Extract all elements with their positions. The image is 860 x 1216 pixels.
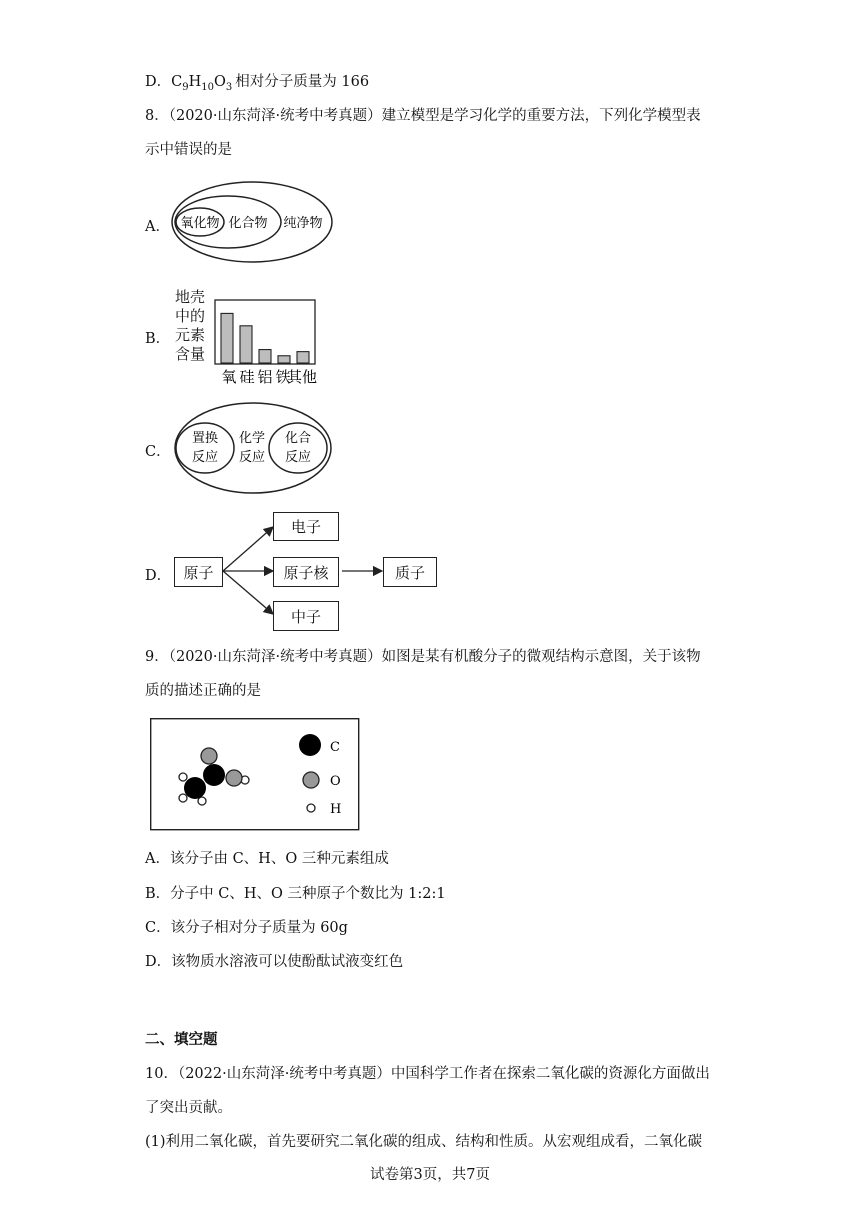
category-label: 铁 <box>275 368 291 386</box>
q8-option-c-label: C． <box>145 444 171 460</box>
category-label: 铝 <box>257 368 273 386</box>
page-footer: 试卷第3页，共7页 <box>370 1167 490 1183</box>
bar-1 <box>221 313 233 363</box>
b-ylabel <box>175 288 205 364</box>
legend-c: C <box>330 740 340 755</box>
legend-o-icon <box>303 772 319 788</box>
q10-part1: (1)利用二氧化碳，首先要研究二氧化碳的组成、结构和性质。从宏观组成看，二氧化碳 <box>145 1134 703 1150</box>
b-ylabel-4: 含量 <box>175 345 206 363</box>
box-nucleus: 原子核 <box>273 557 339 587</box>
q8-stem-line2: 示中错误的是 <box>145 142 232 158</box>
c-atom <box>184 777 206 799</box>
category-label: 其他 <box>286 368 318 386</box>
box-proton: 质子 <box>383 557 437 587</box>
h-atom <box>198 797 206 805</box>
c-left-line2: 反应 <box>191 450 219 465</box>
o-atom <box>226 770 242 786</box>
c-left-line1: 置换 <box>191 431 219 446</box>
legend-h-icon <box>307 804 315 812</box>
q9-option-a: A．该分子由 C、H、O 三种元素组成 <box>145 851 389 867</box>
box-atom: 原子 <box>174 557 223 587</box>
c-center-line2: 反应 <box>238 450 266 465</box>
q8-option-c-diagram <box>172 400 334 496</box>
q7-option-d: D．$C_9H_{10}O_3$ 相对分子质量为 166 <box>145 74 370 93</box>
category-label: 氧 <box>221 368 237 386</box>
b-ylabel-2: 中的 <box>175 307 206 325</box>
q9-stem-line2: 质的描述正确的是 <box>145 683 261 699</box>
a-outer-label: 纯净物 <box>283 216 323 231</box>
q9-option-d: D．该物质水溶液可以使酚酞试液变红色 <box>145 954 404 970</box>
q8-option-d-label: D． <box>145 568 172 584</box>
q8-option-b-label: B． <box>145 331 171 347</box>
c-right-line2: 反应 <box>284 450 312 465</box>
bar-2 <box>240 326 252 363</box>
q9-option-c: C．该分子相对分子质量为 60g <box>145 920 348 936</box>
q9-option-b: B．分子中 C、H、O 三种原子个数比为 1:2:1 <box>145 886 446 902</box>
c-atom <box>203 764 225 786</box>
a-inner-label: 氧化物 <box>180 216 220 231</box>
bar-4 <box>278 356 290 363</box>
section-title: 二、填空题 <box>145 1031 218 1048</box>
c-center-line1: 化学 <box>238 431 266 446</box>
q10-stem-line2: 了突出贡献。 <box>145 1100 232 1116</box>
c-right-line1: 化合 <box>284 431 312 446</box>
q8-option-a-diagram <box>170 180 335 266</box>
bar-5 <box>297 352 309 363</box>
b-ylabel-3: 元素 <box>175 326 206 344</box>
molecule-diagram <box>150 718 360 831</box>
b-ylabel-1: 地壳 <box>175 288 206 306</box>
q9-stem-line1: 9．（2020·山东菏泽·统考中考真题）如图是某有机酸分子的微观结构示意图，关于该物 <box>145 649 701 665</box>
q10-stem-line1: 10．（2022·山东菏泽·统考中考真题）中国科学工作者在探索二氧化碳的资源化方面做出 <box>145 1066 710 1082</box>
h-atom <box>179 794 187 802</box>
h-atom <box>179 773 187 781</box>
category-label: 硅 <box>239 368 255 386</box>
legend-c-icon <box>299 734 321 756</box>
q8-stem-line1: 8．（2020·山东菏泽·统考中考真题）建立模型是学习化学的重要方法，下列化学模型表 <box>145 108 701 124</box>
a-middle-label: 化合物 <box>228 216 268 231</box>
box-neutron: 中子 <box>273 601 339 631</box>
legend-o: O <box>330 774 341 789</box>
element-bar-chart <box>212 296 320 386</box>
q8-option-a-label: A． <box>145 219 170 235</box>
box-electron: 电子 <box>273 512 339 541</box>
bar-3 <box>259 350 271 363</box>
legend-h: H <box>330 802 342 817</box>
o-atom <box>201 748 217 764</box>
